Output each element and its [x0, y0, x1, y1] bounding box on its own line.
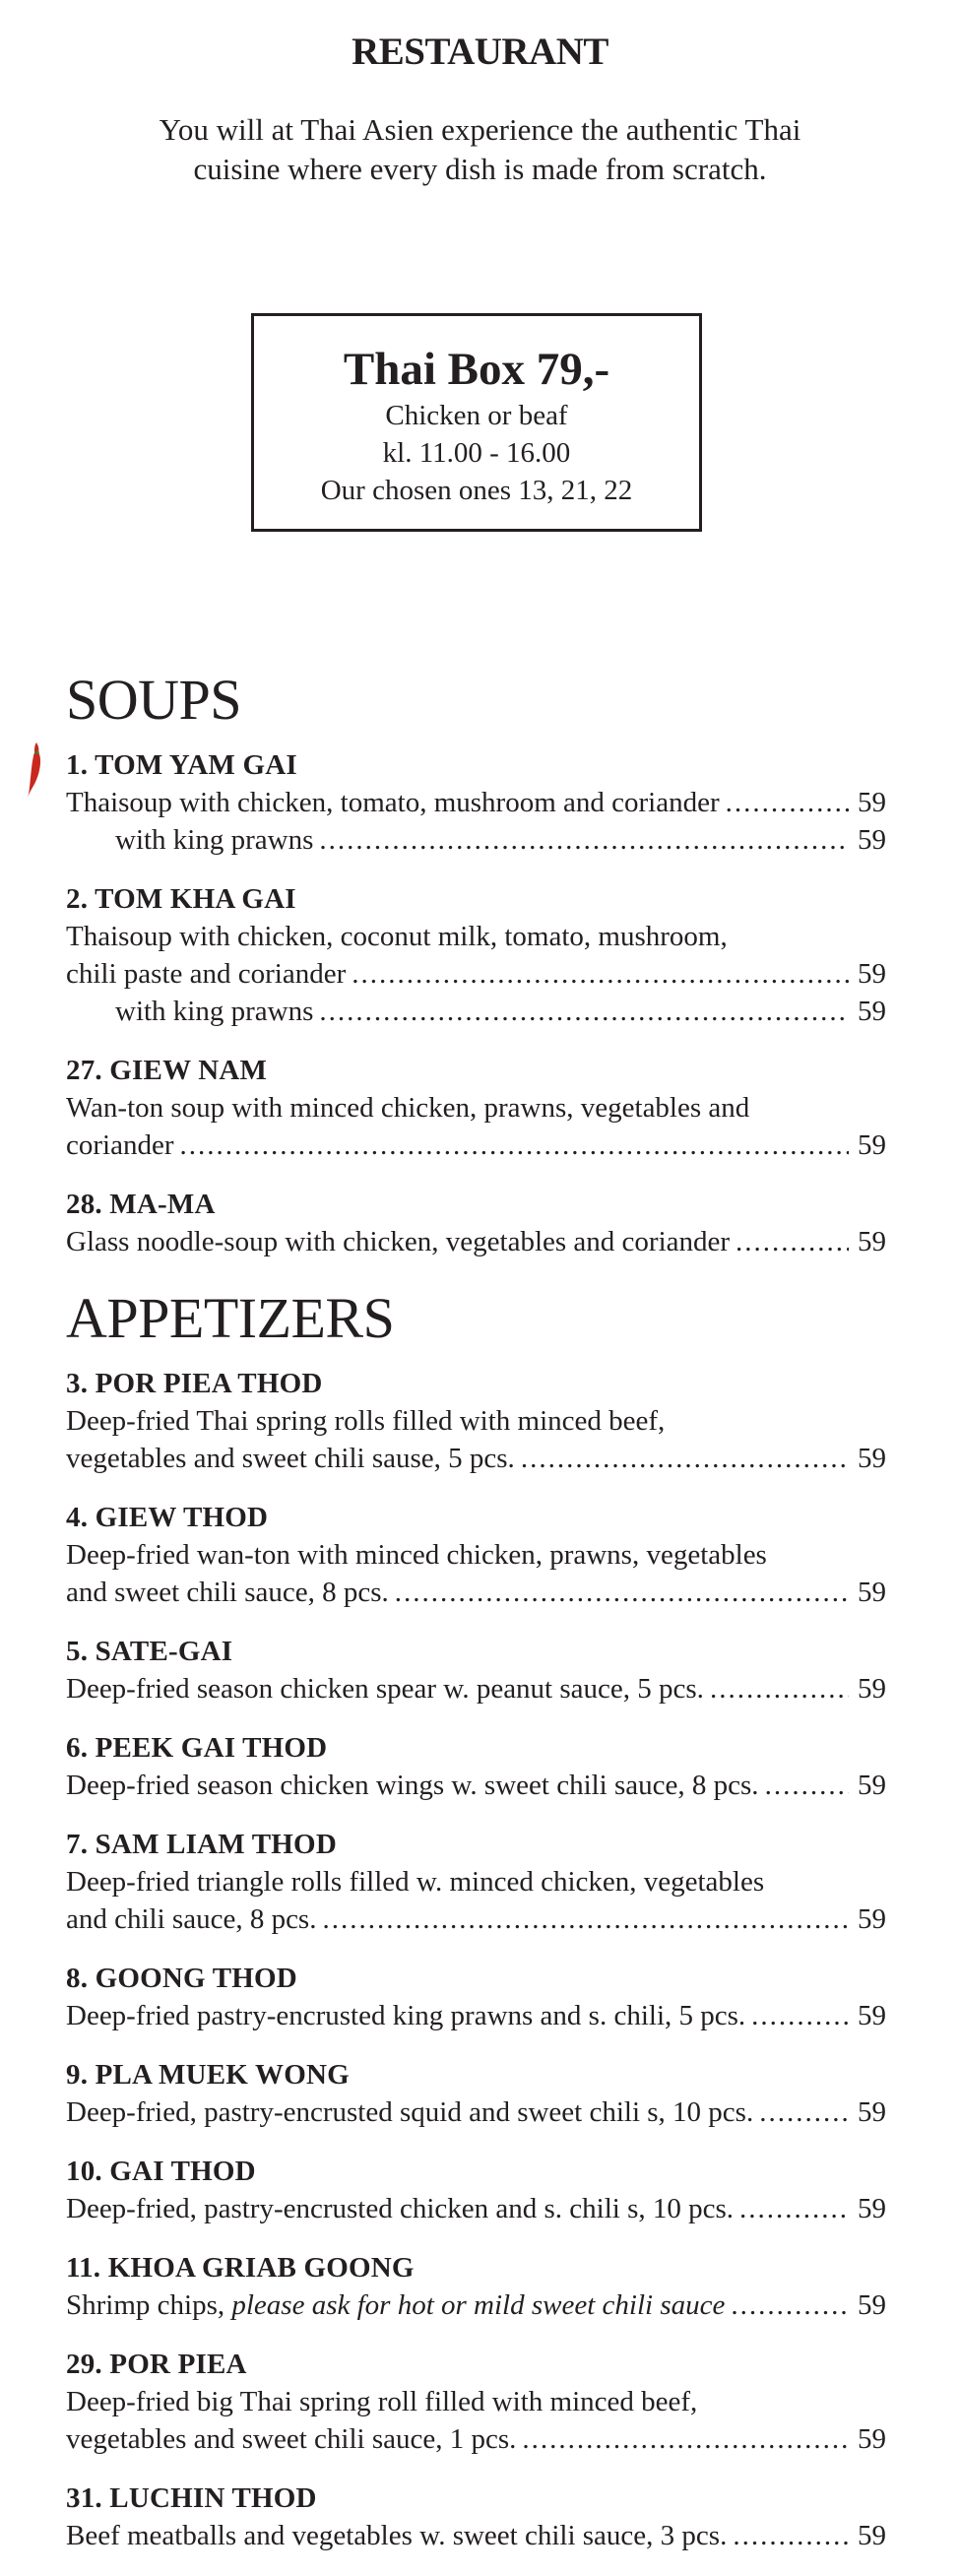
item-name: 9. PLA MUEK WONG [66, 2059, 350, 2091]
item-description: Deep-fried season chicken spear w. peanut sauce, 5 pcs. [66, 1673, 704, 1705]
item-description: Glass noodle-soup with chicken, vegetables and coriander [66, 1226, 731, 1257]
menu-item [66, 1186, 886, 1260]
price-line [66, 2517, 886, 2554]
item-price: 59 [858, 2096, 886, 2128]
item-price: 59 [858, 2423, 886, 2455]
item-variant: with king prawns [115, 996, 314, 1027]
item-price: 59 [858, 958, 886, 990]
chili-pepper-icon [25, 741, 46, 800]
promo-line: Our chosen ones 13, 21, 22 [320, 475, 633, 506]
menu-item [66, 2056, 886, 2131]
intro-line: cuisine where every dish is made from scratch. [193, 152, 767, 186]
price-line [66, 1900, 886, 1938]
menu-item [66, 1365, 886, 1477]
item-price: 59 [858, 2520, 886, 2551]
promo-title: Thai Box 79,- [343, 344, 610, 395]
price-line [66, 2420, 886, 2458]
price-line [66, 2190, 886, 2227]
dot-leader [319, 821, 849, 859]
dot-leader [739, 2190, 849, 2227]
item-price: 59 [858, 1226, 886, 1257]
intro-line: You will at Thai Asien experience the authentic Thai [159, 112, 801, 147]
menu-item [66, 2153, 886, 2227]
item-price: 59 [858, 787, 886, 818]
item-description-italic: please ask for hot or mild sweet chili sauce [231, 2289, 726, 2321]
item-price: 59 [858, 1129, 886, 1161]
item-name: 8. GOONG THOD [66, 1963, 297, 1994]
price-line [66, 1127, 886, 1164]
dot-leader [765, 1767, 849, 1804]
price-line [66, 1997, 886, 2034]
menu-item [66, 1826, 886, 1938]
item-name: 1. TOM YAM GAI [66, 749, 297, 781]
intro-text [98, 110, 862, 189]
price-line [66, 784, 886, 821]
item-price: 59 [858, 996, 886, 1027]
dot-leader [395, 1574, 849, 1611]
price-line [66, 955, 886, 993]
item-price: 59 [858, 1903, 886, 1935]
menu-item [66, 746, 886, 859]
menu-item [66, 1633, 886, 1707]
menu-item [66, 1499, 886, 1611]
item-description: Deep-fried season chicken wings w. sweet chili sauce, 8 pcs. [66, 1770, 759, 1801]
item-price: 59 [858, 2000, 886, 2031]
menu-item [66, 2346, 886, 2458]
item-name: 2. TOM KHA GAI [66, 883, 296, 915]
item-price: 59 [858, 1770, 886, 1801]
item-name: 6. PEEK GAI THOD [66, 1732, 328, 1764]
item-price: 59 [858, 2193, 886, 2224]
item-description: Deep-fried wan-ton with minced chicken, prawns, vegetables [66, 1539, 767, 1571]
dot-leader [731, 2286, 849, 2324]
item-description: Deep-fried pastry-encrusted king prawns and s. chili, 5 pcs. [66, 2000, 746, 2031]
item-description: Deep-fried big Thai spring roll filled with minced beef, [66, 2386, 698, 2417]
price-line [66, 1440, 886, 1477]
item-description: and sweet chili sauce, 8 pcs. [66, 1577, 389, 1608]
item-description: vegetables and sweet chili sauce, 1 pcs. [66, 2423, 517, 2455]
menu-item [66, 1729, 886, 1804]
item-name: 28. MA-MA [66, 1189, 216, 1220]
item-description: Deep-fried triangle rolls filled w. minced chicken, vegetables [66, 1866, 765, 1898]
item-name: 29. POR PIEA [66, 2349, 247, 2380]
dot-leader [322, 1900, 849, 1938]
dot-leader [319, 993, 849, 1030]
item-description [66, 2286, 725, 2324]
item-price: 59 [858, 1443, 886, 1474]
price-line [66, 1767, 886, 1804]
item-description: coriander [66, 1129, 174, 1161]
dot-leader [736, 1223, 849, 1260]
item-price: 59 [858, 1577, 886, 1608]
dot-leader [352, 955, 849, 993]
item-name: 4. GIEW THOD [66, 1502, 269, 1533]
dot-leader [759, 2093, 849, 2131]
item-description: chili paste and coriander [66, 958, 347, 990]
item-name: 5. SATE-GAI [66, 1636, 233, 1667]
item-description: vegetables and sweet chili sause, 5 pcs. [66, 1443, 515, 1474]
dot-leader [521, 1440, 849, 1477]
price-line [66, 2286, 886, 2324]
item-name: 3. POR PIEA THOD [66, 1368, 323, 1399]
price-line [66, 2093, 886, 2131]
price-line [66, 1574, 886, 1611]
item-name: 31. LUCHIN THOD [66, 2482, 317, 2514]
item-description: Deep-fried, pastry-encrusted chicken and s. chili s, 10 pcs. [66, 2193, 735, 2224]
dot-leader [180, 1127, 850, 1164]
item-description: Beef meatballs and vegetables w. sweet chili sauce, 3 pcs. [66, 2520, 728, 2551]
item-variant: with king prawns [115, 824, 314, 856]
dot-leader [726, 784, 849, 821]
menu-item [66, 880, 886, 1030]
section-title-appetizers: APPETIZERS [66, 1286, 395, 1350]
dot-leader [751, 1997, 849, 2034]
item-description: Deep-fried, pastry-encrusted squid and sweet chili s, 10 pcs. [66, 2096, 754, 2128]
price-line [66, 993, 886, 1030]
item-price: 59 [858, 824, 886, 856]
menu-item [66, 2249, 886, 2324]
item-price: 59 [858, 2289, 886, 2321]
menu-item [66, 2479, 886, 2554]
item-name: 7. SAM LIAM THOD [66, 1829, 337, 1860]
promo-box [251, 313, 702, 532]
promo-line: Chicken or beaf [385, 400, 568, 431]
page-title: RESTAURANT [352, 31, 608, 73]
promo-line: kl. 11.00 - 16.00 [382, 437, 571, 469]
item-description-plain: Shrimp chips, [66, 2289, 225, 2321]
menu-item [66, 1052, 886, 1164]
item-name: 11. KHOA GRIAB GOONG [66, 2252, 415, 2284]
dot-leader [522, 2420, 849, 2458]
item-description: Deep-fried Thai spring rolls filled with minced beef, [66, 1405, 666, 1437]
item-name: 10. GAI THOD [66, 2156, 256, 2187]
item-description: Wan-ton soup with minced chicken, prawns, vegetables and [66, 1092, 750, 1124]
item-name: 27. GIEW NAM [66, 1055, 268, 1086]
dot-leader [733, 2517, 849, 2554]
price-line [66, 1670, 886, 1707]
menu-list [66, 666, 886, 2576]
item-description: Thaisoup with chicken, tomato, mushroom and coriander [66, 787, 720, 818]
menu-item [66, 1960, 886, 2034]
dot-leader [710, 1670, 849, 1707]
item-description: Thaisoup with chicken, coconut milk, tomato, mushroom, [66, 921, 728, 952]
section-title-soups: SOUPS [66, 668, 242, 732]
item-price: 59 [858, 1673, 886, 1705]
item-description: and chili sauce, 8 pcs. [66, 1903, 317, 1935]
price-line [66, 1223, 886, 1260]
price-line [66, 821, 886, 859]
